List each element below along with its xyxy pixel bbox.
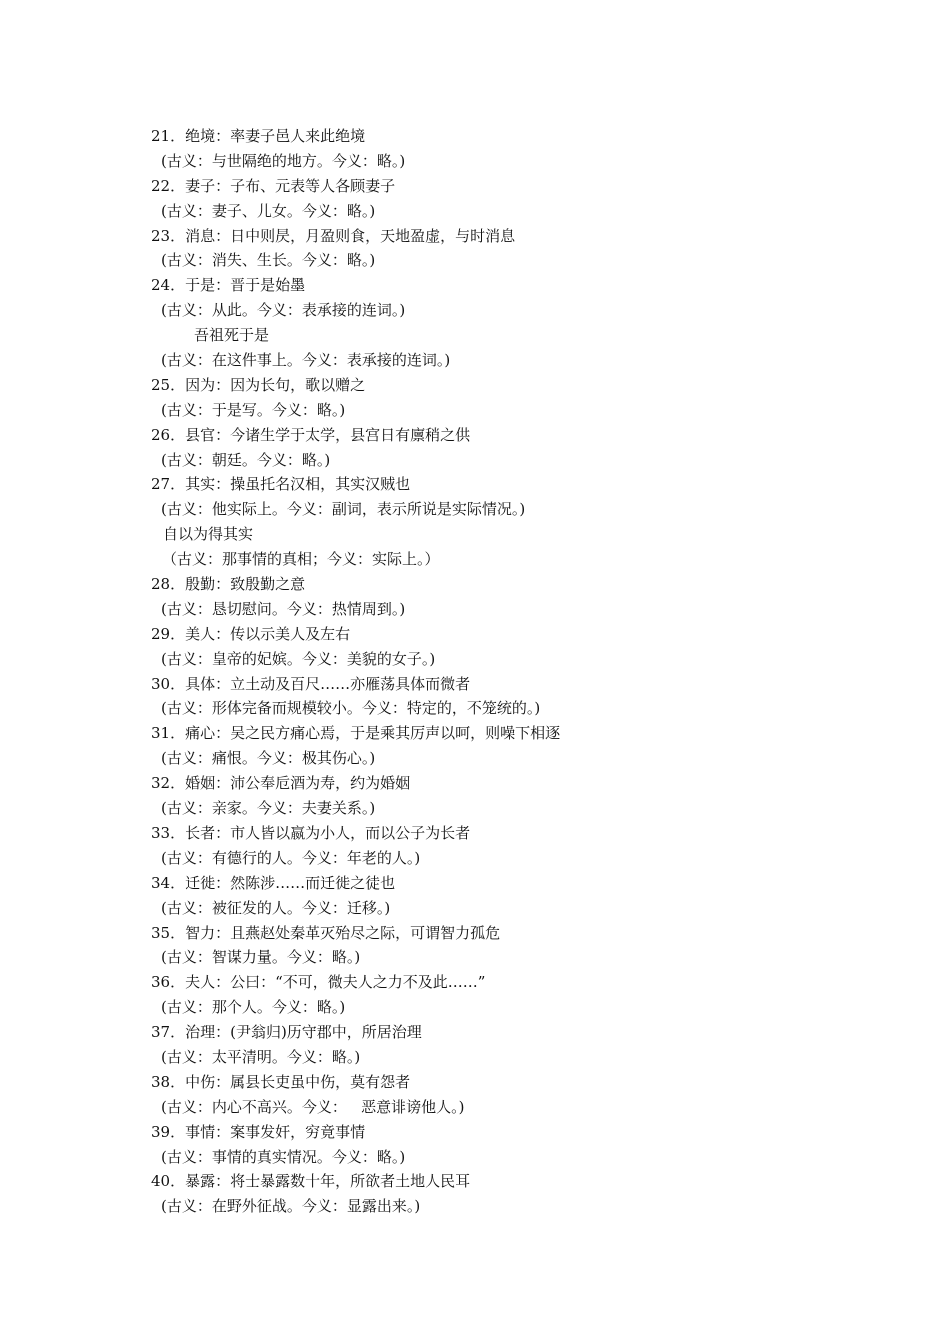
entry-note-line: (古义：在这件事上。今义：表承接的连词。) [161, 351, 451, 370]
entry-heading-line: 35．智力：且燕赵处秦革灭殆尽之际，可谓智力孤危 [151, 923, 501, 942]
entry-note-line: (古义：皇帝的妃嫔。今义：美貌的女子。) [161, 649, 436, 668]
entry-heading-line: 26．县官：今诸生学于太学，县宫日有廪稍之供 [151, 425, 471, 444]
entry-heading-line: 30．具体：立土动及百尺……亦雁荡具体而微者 [151, 674, 471, 693]
entry-heading-line: 21．绝境：率妻子邑人来此绝境 [151, 127, 366, 145]
word-meaning-list [151, 124, 851, 1219]
entry-note-line: (古义：与世隔绝的地方。今义：略。) [161, 151, 406, 170]
entry-heading-line: 22．妻子：子布、元表等人各顾妻子 [151, 176, 396, 195]
entry-note-line: (古义：从此。今义：表承接的连词。) [161, 301, 406, 320]
entry-heading-line: 29．美人：传以示美人及左右 [151, 624, 351, 643]
entry-note-line: (古义：在野外征战。今义：显露出来。) [161, 1197, 421, 1216]
entry-note-line: (古义：朝廷。今义：略。) [161, 450, 331, 469]
entry-note-line: (古义：那个人。今义：略。) [161, 998, 346, 1017]
entry-note-line: (古义：痛恨。今义：极其伤心。) [161, 749, 376, 768]
entry-note-line: (古义：于是写。今义：略。) [161, 400, 346, 419]
entry-note-line: (古义：他实际上。今义：副词，表示所说是实际情况。) [161, 500, 526, 519]
entry-note-line: (古义：太平清明。今义：略。) [161, 1047, 361, 1066]
entry-heading-line: 32．婚姻：沛公奉卮酒为寿，约为婚姻 [151, 774, 411, 793]
entry-note-line: (古义：智谋力量。今义：略。) [161, 948, 361, 967]
entry-heading-line: 25．因为：因为长句，歌以赠之 [151, 375, 366, 394]
entry-heading-line: 23．消息：日中则昃，月盈则食，天地盈虚，与时消息 [151, 226, 516, 245]
entry-note-line: (古义：消失、生长。今义：略。) [161, 251, 376, 270]
entry-heading-line: 37．治理：(尹翁归)历守郡中，所居治理 [151, 1023, 422, 1042]
entry-note-line: 吾祖死于是 [194, 326, 270, 345]
entry-note-line: 自以为得其实 [163, 525, 254, 544]
entry-note-line: （古义：那事情的真相；今义：实际上。） [162, 550, 440, 569]
entry-note-line: (古义：亲家。今义：夫妻关系。) [161, 799, 376, 818]
entry-heading-line: 33．长者：市人皆以嬴为小人，而以公子为长者 [151, 823, 471, 842]
entry-heading-line: 24．于是：晋于是始墨 [151, 276, 306, 295]
entry-heading-line: 31．痛心：吴之民方痛心焉，于是乘其厉声以呵，则噪下相逐 [151, 724, 561, 743]
entry-note-line: (古义：妻子、儿女。今义：略。) [161, 201, 376, 220]
entry-heading-line: 36．夫人：公曰：“不可，微夫人之力不及此……” [151, 973, 486, 992]
entry-note-line: (古义：恳切慰问。今义：热情周到。) [161, 599, 406, 618]
entry-heading-line: 40．暴露：将士暴露数十年，所欲者土地人民耳 [151, 1172, 471, 1191]
entry-heading-line: 39．事情：案事发奸，穷竟事情 [151, 1122, 366, 1141]
entry-heading-line: 38．中伤：属县长吏虽中伤，莫有怨者 [151, 1072, 411, 1091]
entry-note-line: (古义：有德行的人。今义：年老的人。) [161, 848, 421, 867]
entry-note-line: (古义：内心不高兴。今义： 恶意诽谤他人。) [161, 1097, 465, 1116]
entry-heading-line: 27．其实：操虽托名汉相，其实汉贼也 [151, 475, 411, 494]
entry-heading-line: 28．殷勤：致殷勤之意 [151, 575, 306, 594]
entry-note-line: (古义：形体完备而规模较小。今义：特定的，不笼统的。) [161, 699, 541, 718]
entry-note-line: (古义：事情的真实情况。今义：略。) [161, 1147, 406, 1166]
entry-heading-line: 34．迁徙：然陈涉……而迁徙之徒也 [151, 873, 396, 892]
entry-note-line: (古义：被征发的人。今义：迁移。) [161, 898, 391, 917]
